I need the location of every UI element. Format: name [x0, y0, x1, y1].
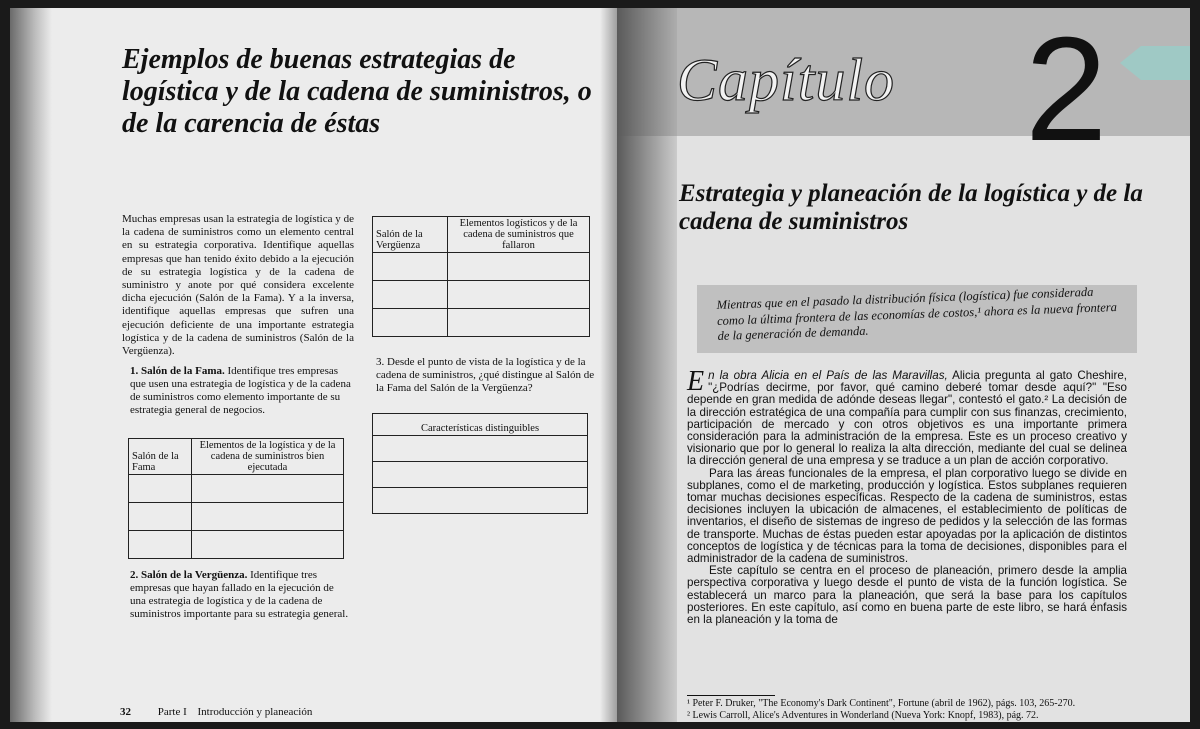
body-paragraph: Este capítulo se centra en el proceso de planeación, primero desde la amplia perspectiva corporativa y luego desde el punto de vista de la función logística. Se establecerá un marco para la planeación, que será la base para los capítulos posteriores. En este capítulo, así como en buena parte de este libro, se hará énfasis en la planeación y la toma de: [687, 564, 1127, 627]
chapter-title: Estrategia y planeación de la logística y de la cadena de suministros: [679, 180, 1143, 235]
footnotes: [687, 698, 1167, 721]
table-row: [373, 253, 590, 281]
table-row: [373, 462, 588, 488]
exercise-item-1: [130, 365, 352, 417]
exercise-item-1-text: Identifique tres empresas que usen una estrategia de logística y de la cadena de suministros como elemento importante de su estrategia general de negocios.: [130, 365, 351, 416]
exercise-item-2-text: Identifique tres empresas que hayan fallado en la ejecución de una estrategia de logística y de la cadena de suministros importante para su estrategia general.: [130, 569, 349, 620]
footnote: ² Lewis Carroll, Alice's Adventures in Wonderland (Nueva York: Knopf, 1983), pág. 72.: [687, 709, 1039, 721]
body-paragraph: Para las áreas funcionales de la empresa, el plan corporativo luego se divide en subplanes, como el de marketing, producción y logística. Estos subplanes requieren tomar muchas decisiones específicas. Respecto de la cadena de suministros, estas decisiones incluyen la ubicación de almacenes, el establecimiento de políticas de inventarios, el diseño de sistemas de ingreso de pedidos y la selección de las formas de transporte. Muchas de éstas pueden estar apoyadas por la aplicación de distintos conceptos de logística y de técnicas para la toma de decisiones, disponibles para el administrador de la cadena de suministros.: [687, 466, 1127, 566]
footer-section: Introducción y planeación: [197, 706, 313, 718]
book-gutter: [600, 8, 617, 722]
gutter-shadow: [617, 8, 677, 722]
table-row: [373, 281, 590, 309]
table-row: [373, 488, 588, 514]
exercise-item-3: 3. Desde el punto de vista de la logística y de la cadena de suministros, ¿qué distingue al Salón de la Fama del Salón de la Vergüenza?: [376, 356, 595, 394]
drop-cap: E: [687, 366, 705, 397]
page-edge-shadow: [10, 8, 52, 722]
distinguishing-features-table: [372, 413, 588, 514]
table-row: [129, 475, 344, 503]
body-paragraph: [687, 366, 1127, 468]
table-header: Elementos logísticos y de la cadena de suministros que fallaron: [448, 217, 590, 253]
table-row: [373, 309, 590, 337]
exercise-item-1-label: 1. Salón de la Fama.: [130, 365, 225, 377]
page-number: 32: [120, 706, 131, 718]
table-header: Características distinguibles: [373, 414, 588, 436]
footer-part: Parte I: [157, 706, 187, 718]
exercise-item-2: [130, 569, 352, 621]
table-header: Salón de la Fama: [129, 439, 192, 475]
opening-text: Alicia pregunta al gato Cheshire, "¿Podrías decirme, por favor, qué camino deberé tomar desde aquí?" "Eso depende en gran medida de adónde deseas llegar", contestó el gato.² La decisión de la dirección estratégica de una compañía para cumplir con sus finanzas, crecimiento, participación de mercado y con otros objetivos es una importante primera consideración para la administración de la empresa. Este es un proceso creativo y visionario que por lo general lo realiza la alta dirección, mediante del cual se delinea la dirección general de una empresa y se traduce a un plan de acción corporativo.: [687, 369, 1127, 468]
open-book: [10, 8, 1190, 722]
intro-paragraph: Muchas empresas usan la estrategia de logística y de la cadena de suministros como un elemento central en su estrategia corporativa. Identifique aquellas empresas que han tenido éxito debido a la ejecución de su estrategia logística y de la cadena de suministro y anote por qué considera excelente dicha ejecución (Salón de la Fama). Y a la inversa, identifique aquellas empresas que sufren una ejecución deficiente de una importante estrategia logística y de la cadena de suministros (Salón de la Vergüenza).: [122, 213, 354, 358]
footnote-rule: [687, 695, 775, 696]
table-row: [129, 503, 344, 531]
chapter-label: Capítulo: [677, 47, 896, 113]
chapter-number: 2: [1025, 8, 1108, 172]
chapter-body: [687, 366, 1127, 627]
page-footer: [120, 706, 312, 718]
opening-italic: n la obra Alicia en el País de las Maravillas,: [708, 369, 948, 382]
table-row: [129, 531, 344, 559]
hall-of-fame-table: [128, 438, 344, 559]
table-row: [373, 436, 588, 462]
epigraph-quote: Mientras que en el pasado la distribución física (logística) fue considerada como la última frontera de las economías de costos,¹ ahora es la nueva frontera de la generación de demanda.: [716, 284, 1118, 343]
footnote: ¹ Peter F. Druker, "The Economy's Dark Continent", Fortune (abril de 1962), págs. 103, 265-270.: [687, 698, 1076, 709]
left-page: [10, 8, 617, 722]
section-title: Ejemplos de buenas estrategias de logística y de la cadena de suministros, o de la carencia de éstas: [122, 44, 592, 139]
exercise-item-2-label: 2. Salón de la Vergüenza.: [130, 569, 248, 581]
table-header: Elementos de la logística y de la cadena de suministros bien ejecutada: [192, 439, 344, 475]
table-header: Salón de la Vergüenza: [373, 217, 448, 253]
right-page: [617, 8, 1190, 722]
hall-of-shame-table: [372, 216, 590, 337]
